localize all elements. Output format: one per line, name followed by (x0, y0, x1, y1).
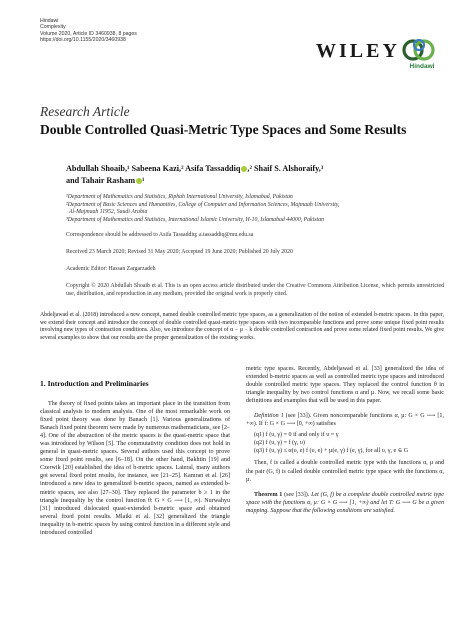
theorem-text: Let (G, f) be a complete double controlled metric type space with the functions α, µ: G × G ⟶ [1, +∞) and let T: G ⟶ G be a given mapping. Suppose that the following conditions are satisfied. (246, 491, 444, 514)
author-line-2: and Tahair Rasham (66, 175, 136, 185)
correspondence: Correspondence should be addressed to Asifa Tassaddiq; a.tassaddiq@mu.edu.sa (66, 232, 254, 238)
theorem-ref: (see [33]). (284, 491, 310, 498)
theorem-label: Theorem 1 (254, 491, 283, 498)
section-heading: 1. Introduction and Preliminaries (40, 379, 149, 388)
theorem-1 (246, 491, 444, 515)
author-line-2b: ¹ (142, 175, 145, 185)
definition-conditions (246, 431, 444, 455)
article-type: Research Article (40, 104, 130, 119)
volume-line: Volume 2020, Article ID 3460938, 8 pages (40, 30, 137, 37)
intro-paragraph-continued: metric type spaces. Recently, Abdeljawad et al. [33] generalized the idea of extended b-metric spaces as well as controlled metric type spaces and introduced double controlled metric type spaces. They replaced the control function θ in triangle inequality by two control functions α and µ. Now, we recall some basic definitions and examples that will be used in this paper. (246, 366, 444, 405)
affiliation-1: ¹Department of Mathematics and Statistics, Riphah International University, Islamabad, Pakistan (66, 194, 293, 200)
hindawi-wordmark: Hindawi (409, 63, 435, 70)
academic-editor: Academic Editor: Hassan Zargarzadeh (66, 266, 156, 272)
affiliation-2: ²Department of Basic Sciences and Humanities, College of Computer and Information Sciences, Majmaah University, (66, 201, 340, 208)
article-title: Double Controlled Quasi-Metric Type Spaces and Some Results (40, 122, 407, 137)
publisher-line: Hindawi (40, 18, 59, 24)
author-list (66, 163, 406, 186)
wiley-logo: WILEY (316, 40, 400, 62)
condition-q2: (q2) f (υ, γ) = f (γ, υ) (254, 440, 305, 447)
copyright-notice: Copyright © 2020 Abdullah Shoaib et al. This is an open access article distributed under the Creative Commons Attribution License, which permits unrestricted use, distribution, and reproduction in any medium, provided the original work is properly cited. (66, 283, 444, 297)
publisher-logo (316, 30, 444, 74)
right-column (246, 365, 444, 515)
abstract: Abdeljawad et al. (2018) introduced a new concept, named double controlled metric type spaces, as a generalization of the notion of extended b-metric spaces. In this paper, we extend their concept and introduce the concept of double controlled quasi-metric type spaces with two incomparable functions and prove some unique fixed point results involving new types of contraction conditions. Also, we introduce the concept of α − µ − k double controlled contraction and prove some related fixed point results. We give several examples to show that our results are the proper generalization of the existing works. (40, 312, 444, 341)
definition-label: Definition 1 (254, 413, 284, 420)
definition-1 (246, 412, 444, 428)
journal-meta (40, 18, 137, 44)
intro-paragraph: The theory of fixed points takes an important place in the transition from classical analysis to modern analysis. One of the most remarkable work on fixed point theory was done by Banach [1]. Various generalizations of Banach fixed point theorem were made by numerous mathematicians, see [2–4]. One of the abstraction of the metric spaces is the quasi-metric space that was introduced by Wilson [5]. The commutativity condition does not hold in general in quasi-metric spaces. Several authors used this concept to prove some fixed point results, see [6–18]. On the other hand, Bakhtin [19] and Czerwik [20] established the idea of b-metric spaces. Lateral, many authors got several fixed point results, for instance, see [21–25]. Kamran et al. [26] introduced a new idea to generalized b-metric spaces, named as extended b-metric spaces, see also [27–30]. They replaced the parameter b ≥ 1 in the triangle inequality by the control function θ: G × G ⟶ [1, ∞). Nurwahyu [31] introduced dislocated quasi-extended b-metric space and obtained several fixed point results. Mlaiki et al. [32] generalized the triangle inequality in b-metric spaces by using control function in a different style and introduced controlled (40, 401, 230, 536)
condition-q3: (q3) f (υ, γ) ≤ α(υ, e) f (υ, e) + µ(e, γ) f (e, γ), for all υ, γ, e ∈ G (254, 448, 409, 455)
condition-q1: (q1) f (υ, γ) = 0 if and only if υ = γ (254, 432, 339, 439)
author-line-1: Abdullah Shoaib,¹ Sabeena Kazi,² Asifa Tassaddiq (66, 164, 241, 173)
definition-text: (see [33]). Given noncomparable functions α, µ: G × G ⟶ [1, +∞). If f: G × G ⟶ [0, +∞) satisfies (246, 413, 444, 428)
affiliation-2-cont: Al-Majmaah 11952, Saudi Arabia (69, 209, 148, 216)
author-line-1b: ,² Shaif S. Alshoraify,³ (247, 164, 324, 173)
affiliation-3: ³Department of Mathematics and Statistics, International Islamic University, H-10, Islamabad 44000, Pakistan (66, 216, 324, 223)
journal-name: Complexity (40, 24, 66, 31)
definition-conclusion: Then, f is called a double controlled metric type with the functions α, µ and the pair (G, f) is called double controlled metric type space with the functions α, µ. (246, 460, 444, 483)
affiliations (66, 194, 446, 224)
publication-dates: Received 23 March 2020; Revised 31 May 2020; Accepted 19 June 2020; Published 20 July 2020 (66, 249, 293, 255)
left-column (40, 400, 230, 537)
doi-link[interactable]: https://doi.org/10.1155/2020/3460938 (40, 37, 126, 44)
